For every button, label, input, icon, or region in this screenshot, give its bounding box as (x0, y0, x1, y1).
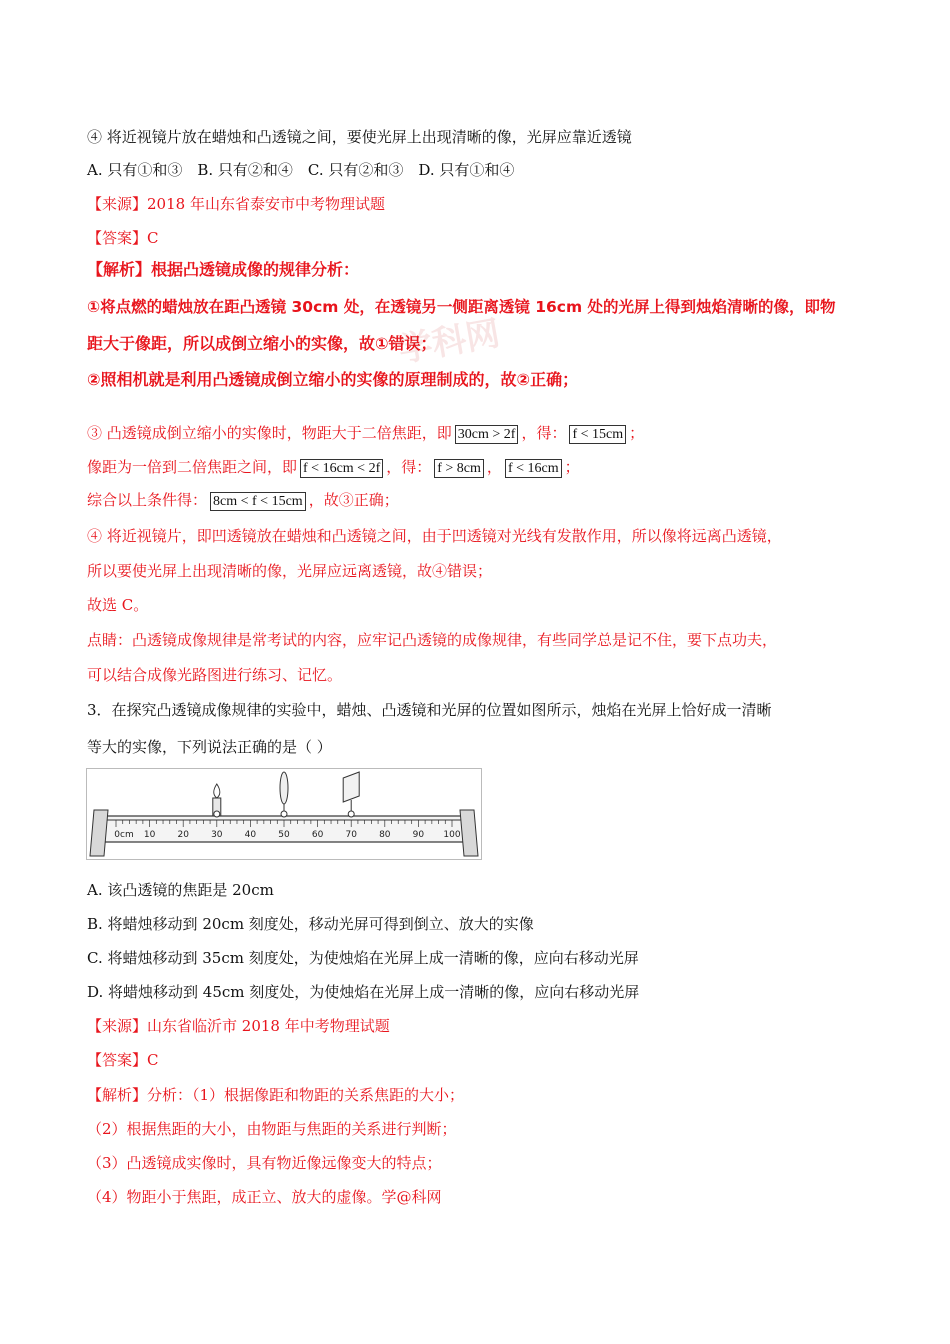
q2-analysis-4a: ④ 将近视镜片，即凹透镜放在蜡烛和凸透镜之间，由于凹透镜对光线有发散作用，所以像将远离凸透镜， (87, 527, 782, 545)
ruler-label: 20 (177, 830, 189, 840)
candle (213, 784, 221, 817)
ruler-label: 50 (278, 830, 290, 840)
equation-box: f > 8cm (434, 459, 484, 478)
q2-tip-b: 可以结合成像光路图进行练习、记忆。 (87, 666, 343, 684)
q2-analysis-2: ②照相机就是利用凸透镜成倒立缩小的实像的原理制成的，故②正确； (87, 370, 579, 389)
q2-item-4: ④ 将近视镜片放在蜡烛和凸透镜之间，要使光屏上出现清晰的像，光屏应靠近透镜 (87, 128, 632, 146)
optical-bench-figure (86, 768, 482, 860)
watermark: 学科网 (395, 313, 503, 371)
q3-source: 【来源】山东省临沂市 2018 年中考物理试题 (87, 1017, 390, 1035)
q3-option-a: A. 该凸透镜的焦距是 20cm (87, 881, 274, 899)
equation-box: f < 16cm (505, 459, 562, 478)
q2-analysis-1a: ①将点燃的蜡烛放在距凸透镜 30cm 处，在透镜另一侧距离透镜 16cm 处的光屏上得到烛焰清晰的像，即物 (87, 298, 836, 316)
q2-analysis-3c: 综合以上条件得： 8cm < f < 15cm ，故③正确； (87, 491, 399, 509)
equation-box: 8cm < f < 15cm (210, 492, 306, 511)
q3-option-b: B. 将蜡烛移动到 20cm 刻度处，移动光屏可得到倒立、放大的实像 (87, 915, 534, 933)
q3-stem-b: 等大的实像，下列说法正确的是（ ） (87, 738, 332, 756)
ruler-label: 60 (311, 830, 324, 840)
q2-analysis-3b: 像距为一倍到二倍焦距之间，即 f < 16cm < 2f ，得： f > 8cm ， f < 16cm ； (87, 458, 580, 476)
q3-answer: 【答案】C (87, 1051, 159, 1069)
q3-option-c: C. 将蜡烛移动到 35cm 刻度处，为使烛焰在光屏上成一清晰的像，应向右移动光屏 (87, 949, 639, 967)
q2-source: 【来源】2018 年山东省泰安市中考物理试题 (87, 195, 385, 213)
q2-tip-a: 点睛：凸透镜成像规律是常考试的内容，应牢记凸透镜的成像规律，有些同学总是记不住，要下点功夫， (87, 631, 778, 649)
q3-stem-a: 3．在探究凸透镜成像规律的实验中，蜡烛、凸透镜和光屏的位置如图所示，烛焰在光屏上恰好成一清晰 (87, 701, 772, 719)
q2-options: A. 只有①和③ B. 只有②和④ C. 只有②和③ D. 只有①和④ (87, 161, 515, 179)
ruler-label: 10 (143, 830, 156, 840)
ruler-label: 30 (211, 830, 223, 840)
q3-analysis-1: 【解析】分析：（1）根据像距和物距的关系焦距的大小； (87, 1086, 465, 1104)
q3-analysis-4: （4）物距小于焦距，成正立、放大的虚像。学@科网 (87, 1188, 442, 1206)
q2-analysis-4b: 所以要使光屏上出现清晰的像，光屏应远离透镜，故④错误； (87, 562, 493, 580)
q2-conclusion: 故选 C。 (87, 596, 149, 614)
q3-analysis-3: （3）凸透镜成实像时，具有物近像远像变大的特点； (87, 1154, 442, 1172)
q2-analysis-1b: 距大于像距，所以成倒立缩小的实像，故①错误； (87, 334, 437, 353)
q2-answer: 【答案】C (87, 229, 159, 247)
ruler-label: 0cm (114, 830, 134, 840)
q2-analysis-head: 【解析】根据凸透镜成像的规律分析： (87, 260, 360, 279)
equation-box: f < 16cm < 2f (300, 459, 383, 478)
equation-box: f < 15cm (569, 425, 626, 444)
ruler-label: 40 (244, 830, 257, 840)
q2-analysis-3a: ③ 凸透镜成倒立缩小的实像时，物距大于二倍焦距，即 30cm > 2f ，得： f < 15cm ； (87, 424, 645, 442)
q3-option-d: D. 将蜡烛移动到 45cm 刻度处，为使烛焰在光屏上成一清晰的像，应向右移动光屏 (87, 983, 640, 1001)
ruler-label: 70 (345, 830, 357, 840)
ruler-label: 80 (379, 830, 391, 840)
equation-box: 30cm > 2f (455, 425, 519, 444)
ruler-label: 100 (443, 830, 461, 840)
ruler-label: 90 (412, 830, 425, 840)
q3-analysis-2: （2）根据焦距的大小，由物距与焦距的关系进行判断； (87, 1120, 457, 1138)
